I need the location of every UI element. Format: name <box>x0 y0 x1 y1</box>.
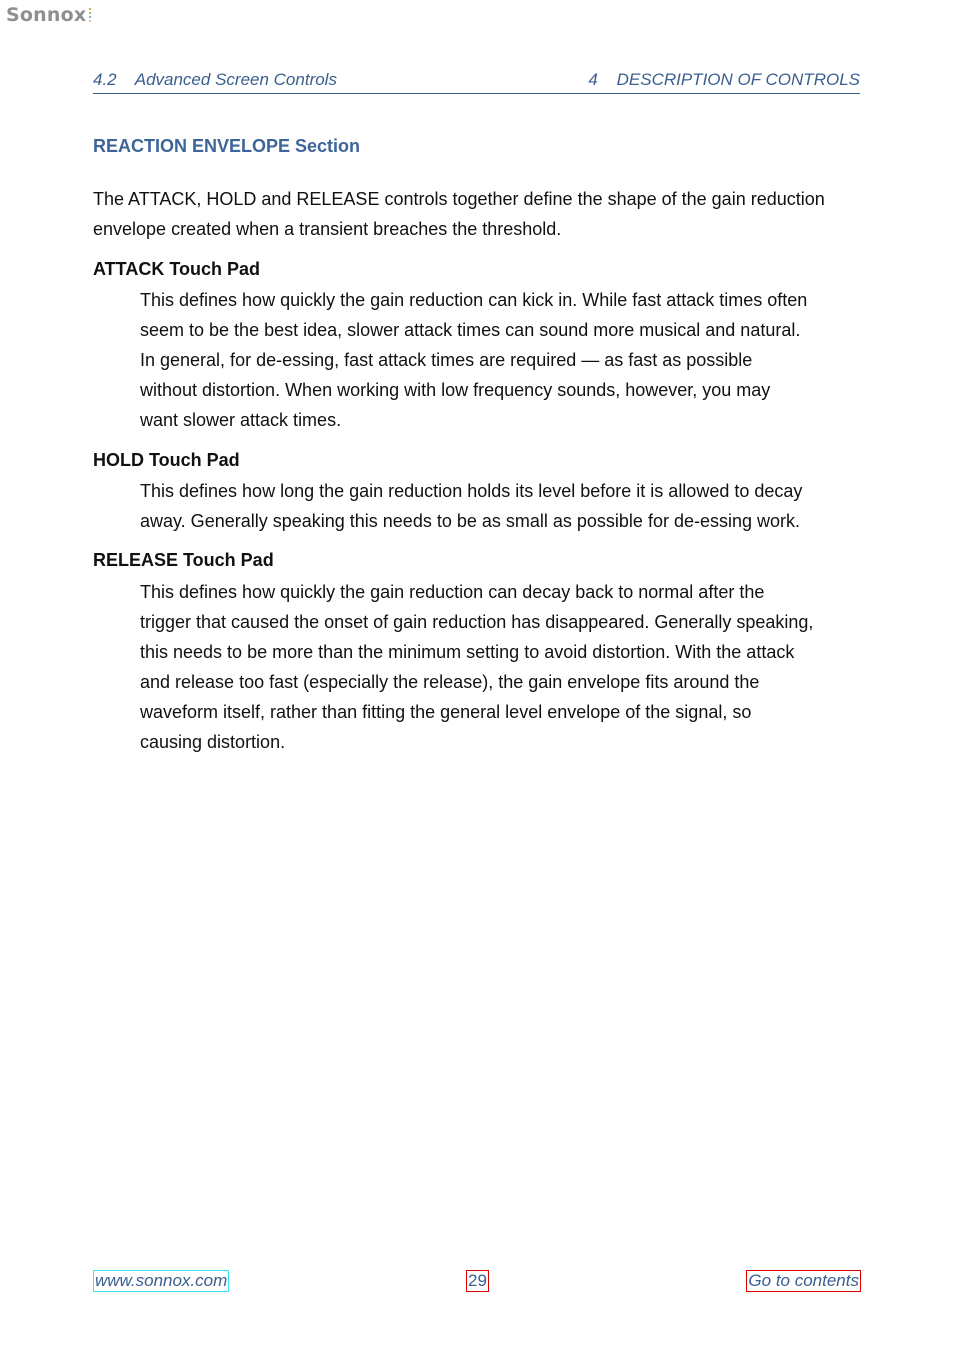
desc-line: and release too fast (especially the release), the gain envelope fits around the <box>140 672 760 692</box>
desc-line: In general, for de-essing, fast attack times are required — as fast as possible <box>140 350 753 370</box>
desc-line: This defines how quickly the gain reduction can kick in. While fast attack times often <box>140 290 808 310</box>
desc-line: This defines how quickly the gain reduction can decay back to normal after the <box>140 582 765 602</box>
page-number-link[interactable]: 29 <box>468 1271 487 1290</box>
desc-line: without distortion. When working with low frequency sounds, however, you may <box>140 380 771 400</box>
desc-line: want slower attack times. <box>140 410 342 430</box>
desc-attack <box>140 285 868 435</box>
sonnox-logo <box>6 4 91 26</box>
header-section-number: 4.2 <box>93 70 117 89</box>
running-header <box>93 70 860 94</box>
header-right <box>588 70 860 90</box>
section-title: REACTION ENVELOPE Section <box>93 136 361 156</box>
website-link[interactable]: www.sonnox.com <box>95 1271 228 1290</box>
header-section-title: Advanced Screen Controls <box>134 70 337 89</box>
desc-line: trigger that caused the onset of gain reduction has disappeared. Generally speaking, <box>140 612 814 632</box>
desc-line: causing distortion. <box>140 732 286 752</box>
term-hold: HOLD Touch Pad <box>93 450 240 470</box>
desc-line: seem to be the best idea, slower attack times can sound more musical and natural. <box>140 320 801 340</box>
go-to-contents-link[interactable]: Go to contents <box>748 1271 859 1290</box>
desc-line: waveform itself, rather than fitting the general level envelope of the signal, so <box>140 702 752 722</box>
header-left <box>93 70 337 90</box>
term-release: RELEASE Touch Pad <box>93 550 274 570</box>
desc-line: This defines how long the gain reduction holds its level before it is allowed to decay <box>140 481 803 501</box>
logo-dots-icon <box>89 8 91 22</box>
desc-line: away. Generally speaking this needs to be as small as possible for de-essing work. <box>140 511 800 531</box>
term-attack: ATTACK Touch Pad <box>93 259 260 279</box>
header-chapter-number: 4 <box>588 70 598 89</box>
logo-text: Sonnox <box>6 4 87 26</box>
desc-release <box>140 577 868 757</box>
desc-line: this needs to be more than the minimum setting to avoid distortion. With the attack <box>140 642 795 662</box>
header-chapter-title: DESCRIPTION OF CONTROLS <box>616 70 860 89</box>
desc-hold <box>140 476 868 536</box>
section-intro: The ATTACK, HOLD and RELEASE controls together define the shape of the gain reduction envelope created when a transient breaches the threshold. <box>93 189 825 239</box>
